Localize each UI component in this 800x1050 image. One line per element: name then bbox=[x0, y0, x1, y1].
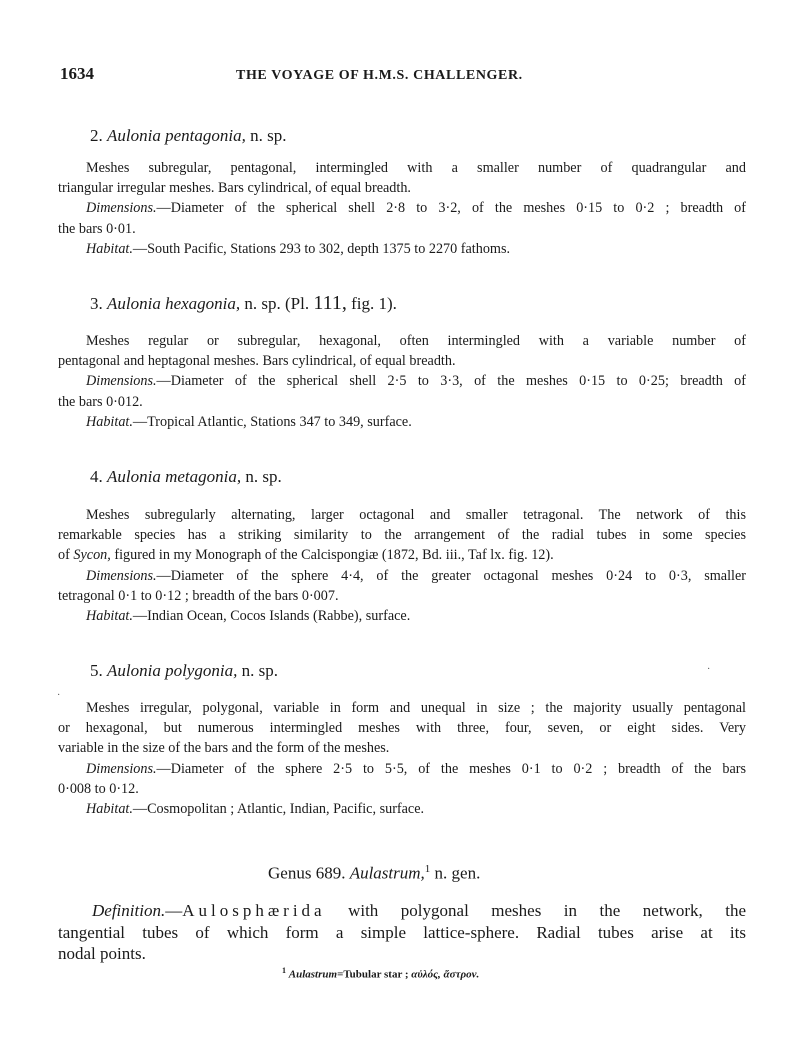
text-line: Meshes regular or subregular, hexagonal, often intermingled with a variable number of bbox=[86, 333, 746, 349]
genus-prefix: Genus 689. bbox=[268, 863, 346, 883]
text-line: or hexagonal, but numerous intermingled meshes with three, four, seven, or eight sides. Very bbox=[58, 720, 746, 737]
habitat-line: Habitat.—Cosmopolitan ; Atlantic, Indian, Pacific, surface. bbox=[86, 801, 425, 818]
species-description bbox=[58, 331, 746, 432]
text-line: Meshes subregularly alternating, larger octagonal and smaller tetragonal. The network of this bbox=[86, 507, 746, 523]
dimensions-label: Dimensions. bbox=[86, 373, 157, 390]
dimensions-line: Dimensions.—Diameter of the spherical shell 2·5 to 3·3, of the meshes 0·15 to 0·25; breadth of bbox=[86, 373, 746, 390]
text-line: variable in the size of the bars and the form of the meshes. bbox=[58, 740, 390, 757]
text-line: triangular irregular meshes. Bars cylindrical, of equal breadth. bbox=[58, 180, 411, 197]
species-name: Aulonia polygonia, bbox=[107, 661, 238, 680]
footnote-mark: 1 bbox=[282, 966, 286, 975]
genus-heading bbox=[268, 863, 480, 884]
dimensions-label: Dimensions. bbox=[86, 200, 157, 217]
species-description bbox=[58, 505, 746, 626]
habitat-label: Habitat. bbox=[86, 240, 133, 257]
species-number: 3. bbox=[90, 294, 103, 313]
species-heading bbox=[90, 126, 286, 146]
species-number: 2. bbox=[90, 126, 103, 145]
plate-figure: fig. 1). bbox=[351, 294, 397, 313]
footnote-term: Aulastrum bbox=[288, 968, 338, 981]
definition-line: Definition.—Aulosphærida with polygonal meshes in the network, the bbox=[92, 901, 746, 920]
running-title: THE VOYAGE OF H.M.S. CHALLENGER. bbox=[236, 68, 523, 83]
text-line: Meshes subregular, pentagonal, intermingled with a smaller number of quadrangular and bbox=[86, 160, 746, 176]
dimensions-line: Dimensions.—Diameter of the sphere 2·5 to 5·5, of the meshes 0·1 to 0·2 ; breadth of the bars bbox=[86, 760, 746, 777]
footnote-ref: 1 bbox=[424, 863, 431, 875]
species-suffix: n. sp. (Pl. bbox=[244, 294, 310, 313]
footnote-greek: αὐλός, ἄστρον. bbox=[411, 968, 480, 981]
species-suffix: n. sp. bbox=[250, 126, 287, 145]
species-name: Aulonia pentagonia, bbox=[107, 126, 246, 145]
text-line: pentagonal and heptagonal meshes. Bars cylindrical, of equal breadth. bbox=[58, 353, 456, 370]
plate-number: 111, bbox=[313, 292, 347, 314]
text-line: of Sycon, figured in my Monograph of the Calcispongiæ (1872, Bd. iii., Taf lx. fig. 12). bbox=[58, 547, 554, 564]
text-line: the bars 0·01. bbox=[58, 220, 136, 237]
family-name: Aulosphærida bbox=[182, 901, 326, 920]
text-line: 0·008 to 0·12. bbox=[58, 780, 139, 797]
species-suffix: n. sp. bbox=[245, 467, 282, 486]
footnote bbox=[282, 966, 479, 981]
footnote-text: =Tubular star ; bbox=[337, 968, 409, 981]
species-number: 4. bbox=[90, 467, 103, 486]
text-line: tetragonal 0·1 to 0·12 ; breadth of the bars 0·007. bbox=[58, 587, 339, 604]
species-heading bbox=[90, 467, 282, 487]
dimensions-label: Dimensions. bbox=[86, 567, 157, 584]
text-line: remarkable species has a striking similarity to the arrangement of the radial tubes in some species bbox=[58, 527, 746, 544]
species-heading bbox=[90, 661, 278, 681]
habitat-line: Habitat.—Tropical Atlantic, Stations 347 to 349, surface. bbox=[86, 413, 412, 430]
genus-definition bbox=[58, 900, 746, 965]
habitat-label: Habitat. bbox=[86, 608, 133, 625]
species-description bbox=[58, 158, 746, 259]
habitat-label: Habitat. bbox=[86, 413, 133, 430]
print-speck: · bbox=[707, 664, 711, 675]
dimensions-line: Dimensions.—Diameter of the sphere 4·4, of the greater octagonal meshes 0·24 to 0·3, smaller bbox=[86, 567, 746, 584]
genus-name: Aulastrum, bbox=[349, 863, 425, 883]
species-heading bbox=[90, 292, 397, 315]
habitat-label: Habitat. bbox=[86, 801, 133, 818]
species-suffix: n. sp. bbox=[241, 661, 278, 680]
dimensions-line: Dimensions.—Diameter of the spherical shell 2·8 to 3·2, of the meshes 0·15 to 0·2 ; breadth of bbox=[86, 200, 746, 217]
dimensions-label: Dimensions. bbox=[86, 760, 157, 777]
genus-suffix: n. gen. bbox=[434, 863, 481, 883]
text-line: the bars 0·012. bbox=[58, 393, 143, 410]
definition-line: nodal points. bbox=[58, 944, 146, 963]
genus-reference: Sycon, bbox=[73, 547, 111, 564]
definition-line: tangential tubes of which form a simple lattice-sphere. Radial tubes arise at its bbox=[58, 922, 746, 942]
species-description bbox=[58, 698, 746, 819]
definition-label: Definition. bbox=[92, 901, 166, 920]
text-line: Meshes irregular, polygonal, variable in form and unequal in size ; the majority usually pentagonal bbox=[86, 700, 746, 716]
print-speck: · bbox=[57, 690, 61, 701]
page-number: 1634 bbox=[60, 64, 94, 83]
habitat-line: Habitat.—Indian Ocean, Cocos Islands (Rabbe), surface. bbox=[86, 608, 411, 625]
species-name: Aulonia hexagonia, bbox=[107, 294, 241, 313]
habitat-line: Habitat.—South Pacific, Stations 293 to 302, depth 1375 to 2270 fathoms. bbox=[86, 240, 511, 257]
species-number: 5. bbox=[90, 661, 103, 680]
species-name: Aulonia metagonia, bbox=[107, 467, 242, 486]
